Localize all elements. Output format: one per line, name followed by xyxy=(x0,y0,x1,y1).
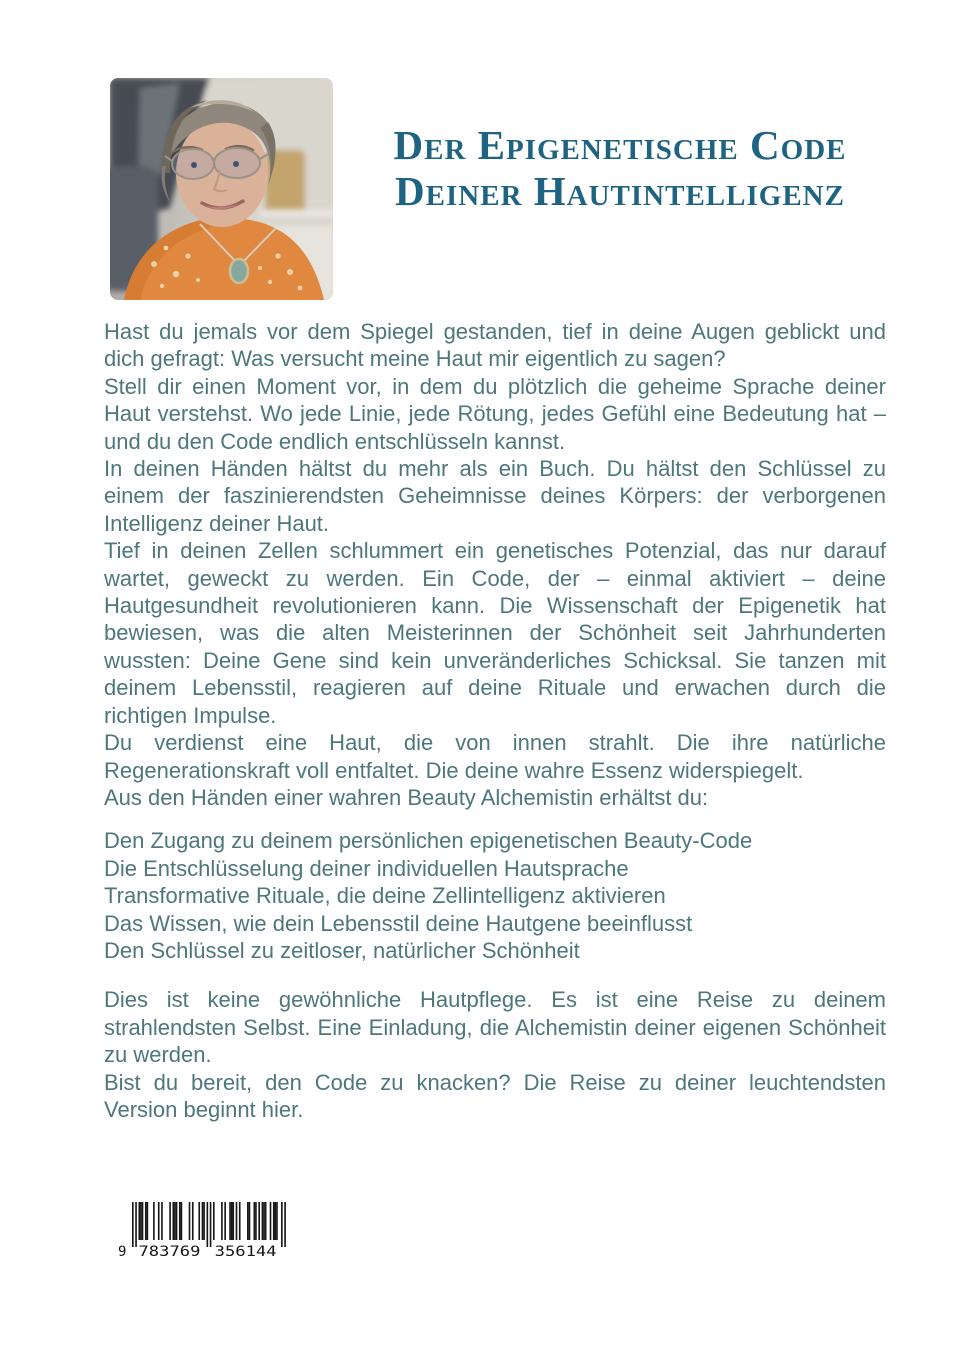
author-photo xyxy=(110,78,333,300)
benefit-item-1: Den Zugang zu deinem persönlichen epigenetischen Beauty-Code xyxy=(104,828,753,854)
blurb-paragraph-3: In deinen Händen hältst du mehr als ein Buch. Du hältst den Schlüssel zu einem der faszinierendsten Geheimnisse deines Körpers: der verborgenen Intelligenz deiner Haut. xyxy=(104,456,886,536)
blurb-paragraph-2: Stell dir einen Moment vor, in dem du plötzlich die geheime Sprache deiner Haut verstehst. Wo jede Linie, jede Rötung, jedes Gefühl eine Bedeutung hat – und du den Code endlich entschlüsseln kannst. xyxy=(104,373,886,454)
closing-paragraph-2: Bist du bereit, den Code zu knacken? Die Reise zu deiner leuchtendsten Version beginnt hier. xyxy=(104,1069,886,1122)
closing-paragraph-1: Dies ist keine gewöhnliche Hautpflege. Es ist eine Reise zu deinem strahlendsten Selbst. Eine Einladung, die Alchemistin deiner eigenen Schönheit zu werden. xyxy=(104,987,886,1068)
blurb-paragraph-6: Aus den Händen einer wahren Beauty Alchemistin erhältst du: xyxy=(104,784,709,810)
back-cover-blurb xyxy=(104,318,886,1123)
isbn-barcode xyxy=(116,1202,292,1265)
benefits-list xyxy=(104,827,886,964)
benefit-item-5: Den Schlüssel zu zeitloser, natürlicher Schönheit xyxy=(104,937,580,963)
blurb-paragraph-5: Du verdienst eine Haut, die von innen strahlt. Die ihre natürliche Regenerationskraft voll entfaltet. Die deine wahre Essenz widerspiegelt. xyxy=(104,730,886,783)
ean13-barcode-graphic xyxy=(116,1202,292,1260)
blurb-paragraph-4: Tief in deinen Zellen schlummert ein genetisches Potenzial, das nur darauf wartet, geweckt zu werden. Ein Code, der – einmal aktiviert – deine Hautgesundheit revolutionieren kann. Die Wissenschaft der Epigenetik hat bewiesen, was die alten Meisterinnen der Schönheit seit Jahrhunderten wussten: Deine Gene sind kein unveränderliches Schicksal. Sie tanzen mit deinem Lebensstil, reagieren auf deine Rituale und erwachen durch die richtigen Impulse. xyxy=(104,538,886,728)
book-title xyxy=(330,122,910,214)
svg-text:783769: 783769 xyxy=(138,1244,201,1260)
book-title-line-2: Deiner Hautintelligenz xyxy=(395,168,845,214)
svg-text:9: 9 xyxy=(118,1244,127,1260)
svg-text:356144: 356144 xyxy=(214,1244,277,1260)
author-photo-illustration xyxy=(110,78,333,300)
benefit-item-3: Transformative Rituale, die deine Zellintelligenz aktivieren xyxy=(104,883,666,909)
benefit-item-2: Die Entschlüsselung deiner individuellen Hautsprache xyxy=(104,855,629,881)
benefit-item-4: Das Wissen, wie dein Lebensstil deine Hautgene beeinflusst xyxy=(104,910,693,936)
book-title-line-1: Der Epigenetische Code xyxy=(393,122,847,168)
blurb-paragraph-1: Hast du jemals vor dem Spiegel gestanden, tief in deine Augen geblickt und dich gefragt: Was versucht meine Haut mir eigentlich zu sagen? xyxy=(104,319,886,372)
